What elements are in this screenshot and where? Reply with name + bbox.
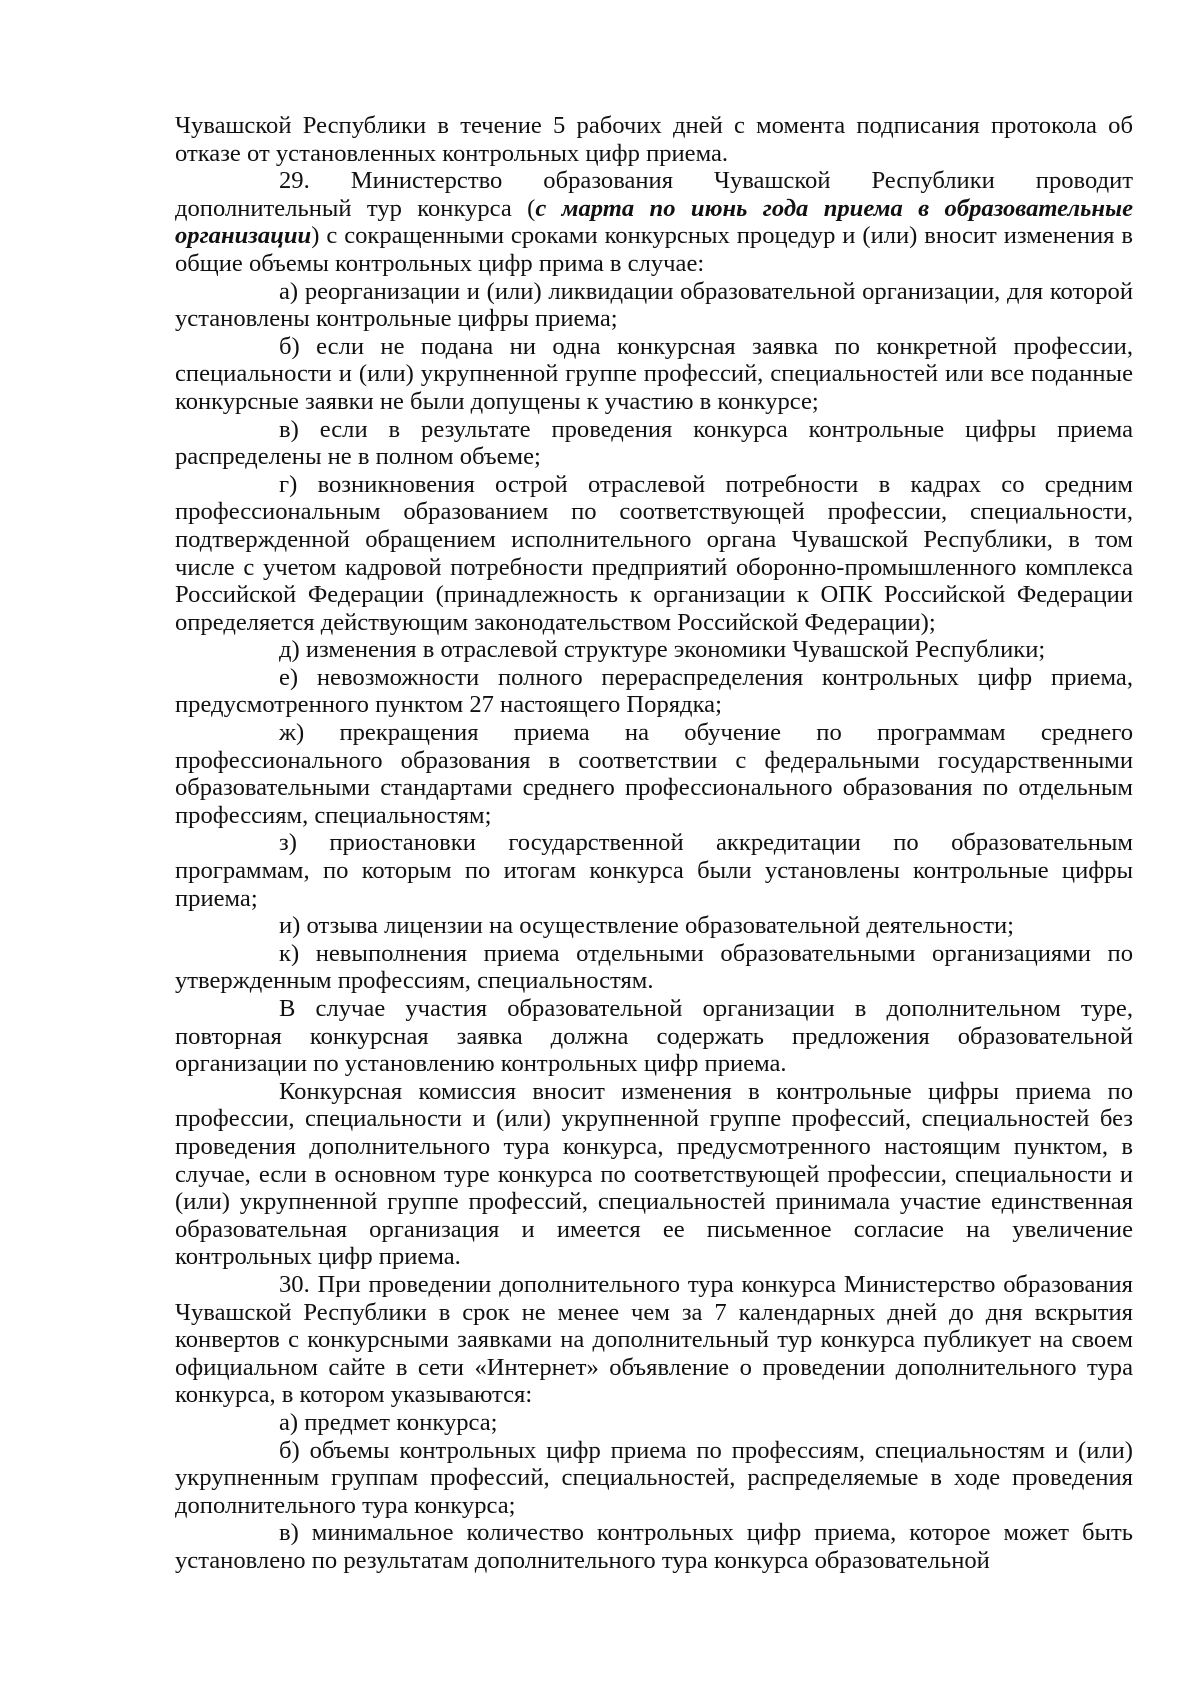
p30-item-a: а) предмет конкурса; [279, 1408, 498, 1436]
paragraph-intro: Чувашской Республики в течение 5 рабочих дней с момента подписания протокола об отказе от установленных контрольных цифр приема. [175, 112, 1133, 167]
paragraph-commission: Конкурсная комиссия вносит изменения в контрольные цифры приема по профессии, специальности и (или) укрупненной группе профессий, специальностей без проведения дополнительного тура конкурса, предусмотренного настоящим пунктом, в случае, если в основном туре конкурса по соответствующей профессии, специальности и (или) укрупненной группе профессий, специальностей принимала участие единственная образовательная организация и имеется ее письменное согласие на увеличение контрольных цифр приема. [175, 1077, 1133, 1271]
document-page [175, 112, 1133, 1574]
list-item-k: к) невыполнения приема отдельными образовательными организациями по утвержденным профессиям, специальностям. [175, 939, 1133, 995]
list-item-zh: ж) прекращения приема на обучение по программам среднего профессионального образования в соответствии с федеральными государственными образовательными стандартами среднего профессионального образования по отдельным профессиям, специальностям; [175, 719, 1133, 829]
paragraph-29-start: 29. Министерство образования Чувашской Республики проводит дополнительный тур конкурса ( [175, 167, 1133, 222]
list-item-a: а) реорганизации и (или) ликвидации образовательной организации, для которой установлены контрольные цифры приема; [175, 277, 1133, 333]
list-item-i: и) отзыва лицензии на осуществление образовательной деятельности; [279, 912, 1014, 940]
list-item-d: д) изменения в отраслевой структуре экономики Чувашской Республики; [279, 636, 1046, 664]
paragraph-extra-tour: В случае участия образовательной организации в дополнительном туре, повторная конкурсная заявка должна содержать предложения образовательной организации по установлению контрольных цифр приема. [175, 995, 1133, 1078]
paragraph-30: 30. При проведении дополнительного тура конкурса Министерство образования Чувашской Республики в срок не менее чем за 7 календарных дней до дня вскрытия конвертов с конкурсными заявками на дополнительный тур конкурса публикует на своем официальном сайте в сети «Интернет» объявление о проведении дополнительного тура конкурса, в котором указываются: [175, 1270, 1133, 1409]
list-item-b: б) если не подана ни одна конкурсная заявка по конкретной профессии, специальности и (или) укрупненной группе профессий, специальностей или все поданные конкурсные заявки не были допущены к участию в конкурсе; [175, 332, 1133, 415]
list-item-g: г) возникновения острой отраслевой потребности в кадрах со средним профессиональным образованием по соответствующей профессии, специальности, подтвержденной обращением исполнительного органа Чувашской Республики, в том числе с учетом кадровой потребности предприятий оборонно-промышленного комплекса Российской Федерации (принадлежность к организации к ОПК Российской Федерации определяется действующим законодательством Российской Федерации); [175, 470, 1133, 636]
paragraph-29-emphasis: с марта по июнь года приема в образовательные организации [175, 194, 1133, 250]
list-item-v: в) если в результате проведения конкурса контрольные цифры приема распределены не в полном объеме; [175, 415, 1133, 471]
p30-item-b: б) объемы контрольных цифр приема по профессиям, специальностям и (или) укрупненным группам профессий, специальностей, распределяемые в ходе проведения дополнительного тура конкурса; [175, 1436, 1133, 1519]
paragraph-29-end: ) с сокращенными сроками конкурсных процедур и (или) вносит изменения в общие объемы контрольных цифр прима в случае: [175, 222, 1133, 277]
paragraph-29 [175, 167, 1133, 277]
list-item-z: з) приостановки государственной аккредитации по образовательным программам, по которым по итогам конкурса были установлены контрольные цифры приема; [175, 829, 1133, 912]
list-item-e: е) невозможности полного перераспределения контрольных цифр приема, предусмотренного пунктом 27 настоящего Порядка; [175, 663, 1133, 719]
p30-item-v: в) минимальное количество контрольных цифр приема, которое может быть установлено по результатам дополнительного тура конкурса образовательной [175, 1519, 1133, 1574]
